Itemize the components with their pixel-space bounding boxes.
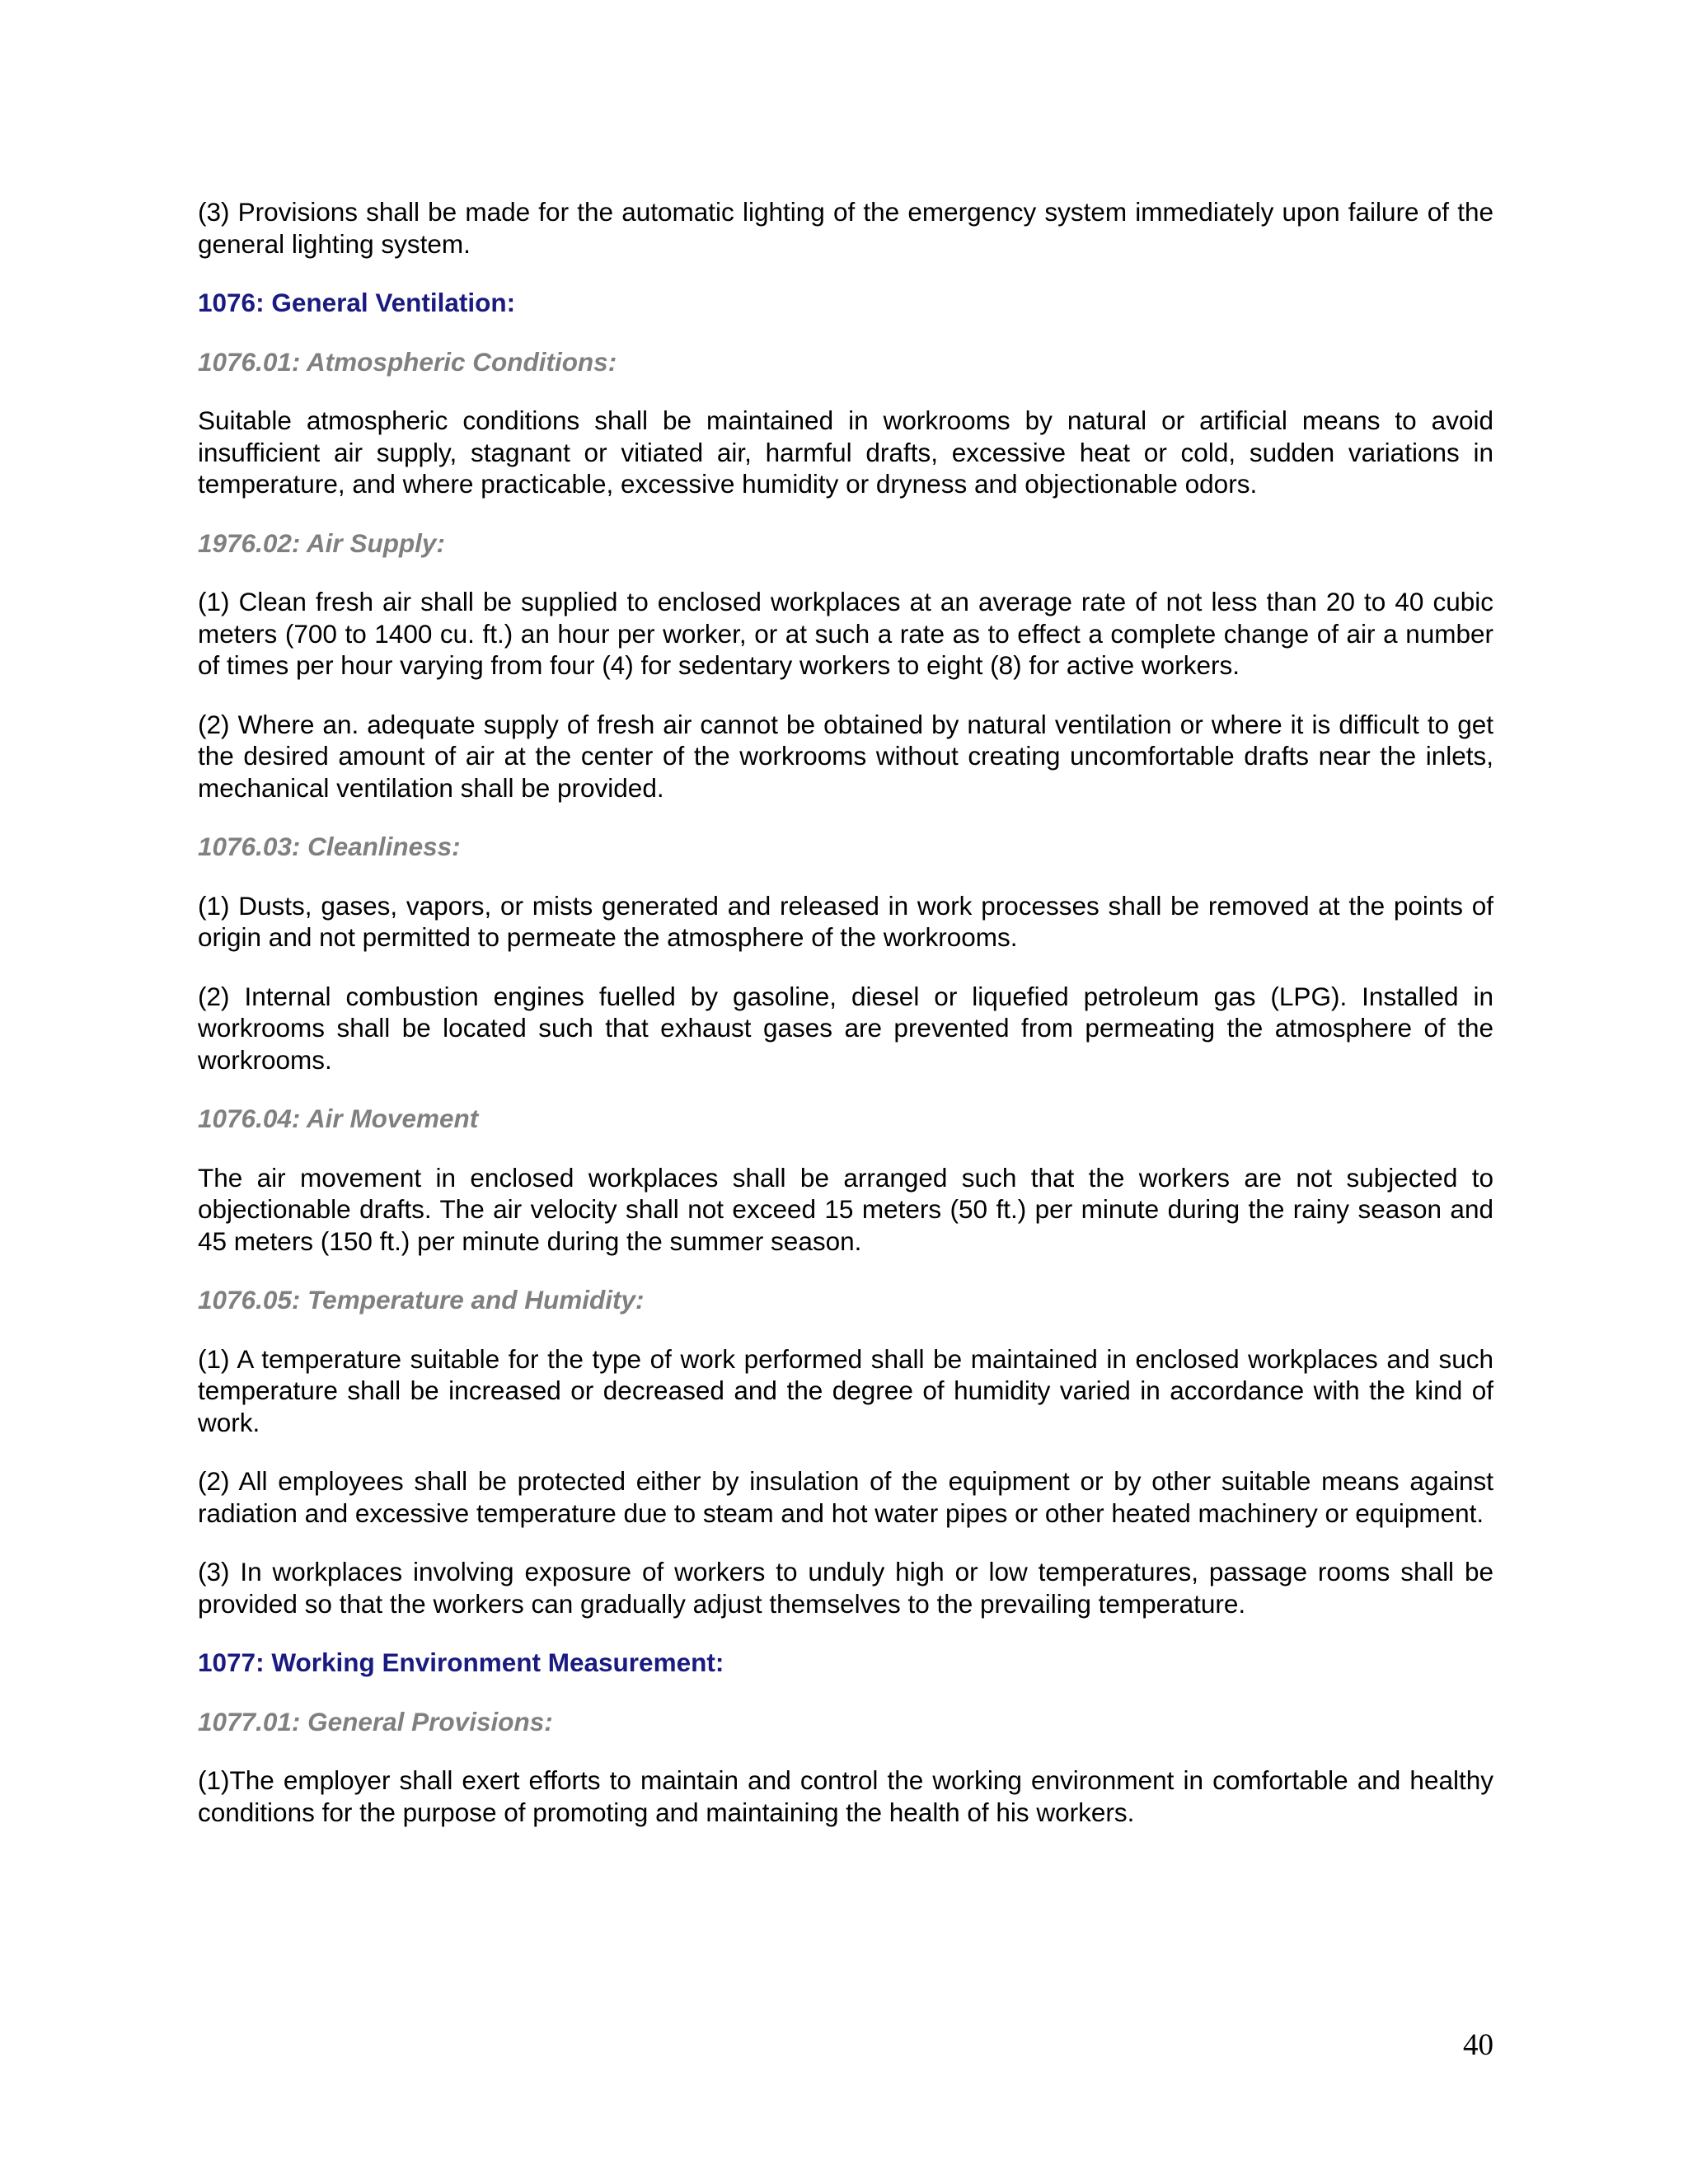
- subsection-heading: 1076.05: Temperature and Humidity:: [198, 1285, 645, 1315]
- page-number: 40: [1463, 2028, 1493, 2062]
- subsection-heading: 1076.04: Air Movement: [198, 1104, 479, 1133]
- paragraph: (1) Clean fresh air shall be supplied to enclosed workplaces at an average rate of not less than 20 to 40 cubic meters (700 to 1400 cu. ft.) an hour per worker, or at such a rate as to effect a complete change of air a number of times per hour varying from four (4) for sedentary workers to eight (8) for active workers.: [198, 587, 1493, 680]
- paragraph: (2) Internal combustion engines fuelled by gasoline, diesel or liquefied petroleum gas (LPG). Installed in workrooms shall be located such that exhaust gases are prevented from permeating the atmosphere of the workrooms.: [198, 981, 1493, 1075]
- subsection-heading: 1976.02: Air Supply:: [198, 527, 445, 558]
- section-heading: 1077: Working Environment Measurement:: [198, 1647, 724, 1677]
- paragraph: (3) In workplaces involving exposure of workers to unduly high or low temperatures, passage rooms shall be provided so that the workers can gradually adjust themselves to the prevailing temperature.: [198, 1557, 1493, 1619]
- paragraph: Suitable atmospheric conditions shall be maintained in workrooms by natural or artificial means to avoid insufficient air supply, stagnant or vitiated air, harmful drafts, excessive heat or cold, sudden variations in temperature, and where practicable, excessive humidity or dryness and objectionable odors.: [198, 405, 1493, 499]
- subsection-heading: 1077.01: General Provisions:: [198, 1706, 553, 1736]
- paragraph: (3) Provisions shall be made for the automatic lighting of the emergency system immediately upon failure of the general lighting system.: [198, 197, 1493, 259]
- page-content: [198, 196, 1493, 1855]
- paragraph: (1) A temperature suitable for the type of work performed shall be maintained in enclosed workplaces and such temperature shall be increased or decreased and the degree of humidity varied in accordance with the kind of work.: [198, 1343, 1493, 1437]
- subsection-heading: 1076.01: Atmospheric Conditions:: [198, 346, 617, 377]
- paragraph: The air movement in enclosed workplaces shall be arranged such that the workers are not subjected to objectionable drafts. The air velocity shall not exceed 15 meters (50 ft.) per minute during the rainy season and 45 meters (150 ft.) per minute during the summer season.: [198, 1162, 1493, 1256]
- section-heading: 1076: General Ventilation:: [198, 288, 516, 317]
- paragraph: (2) Where an. adequate supply of fresh air cannot be obtained by natural ventilation or where it is difficult to get the desired amount of air at the center of the workrooms without creating uncomfortable drafts near the inlets, mechanical ventilation shall be provided.: [198, 709, 1493, 803]
- paragraph: (2) All employees shall be protected either by insulation of the equipment or by other suitable means against radiation and excessive temperature due to steam and hot water pipes or other heated machinery or equipment.: [198, 1466, 1493, 1528]
- paragraph: (1)The employer shall exert efforts to maintain and control the working environment in comfortable and healthy conditions for the purpose of promoting and maintaining the health of his workers.: [198, 1765, 1493, 1827]
- subsection-heading: 1076.03: Cleanliness:: [198, 832, 461, 861]
- paragraph: (1) Dusts, gases, vapors, or mists generated and released in work processes shall be removed at the points of origin and not permitted to permeate the atmosphere of the workrooms.: [198, 890, 1493, 952]
